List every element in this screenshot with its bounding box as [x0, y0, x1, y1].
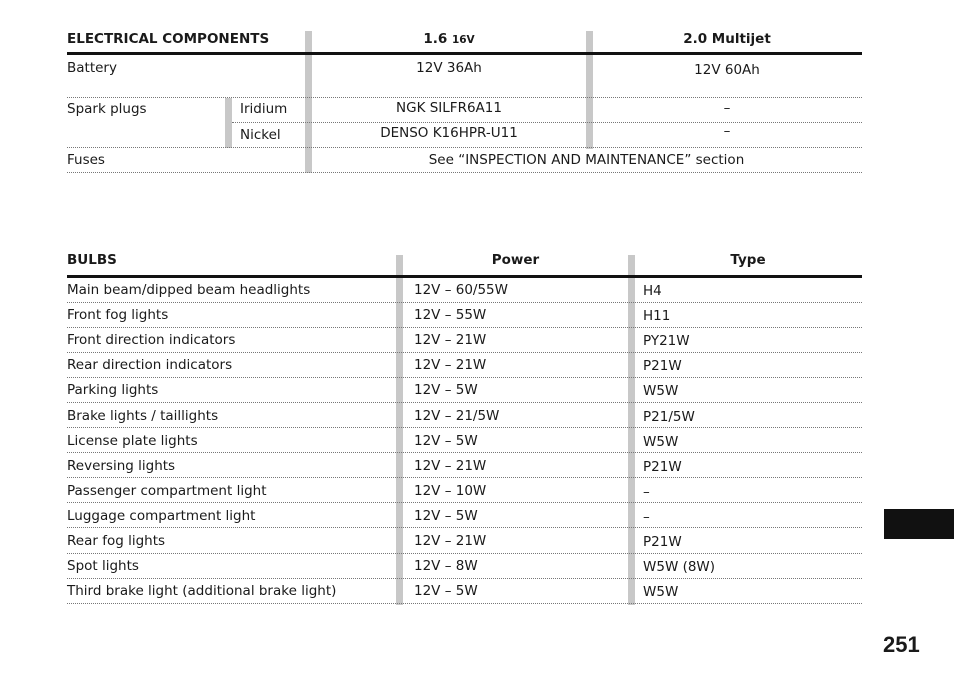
bulb-name: Luggage compartment light [67, 507, 256, 524]
chapter-tab-marker [884, 509, 954, 539]
row-divider [67, 527, 862, 528]
bulb-name: Spot lights [67, 558, 139, 575]
fuses-value: See “INSPECTION AND MAINTENANCE” section [428, 152, 745, 168]
bulb-type: H4 [643, 283, 662, 299]
bulb-name: Passenger compartment light [67, 482, 267, 499]
row-divider [67, 377, 862, 378]
bulb-name: License plate lights [67, 432, 198, 449]
bulbs-header-title: BULBS [67, 252, 117, 268]
bulb-type: P21/5W [643, 408, 695, 425]
electrical-header-col2: 2.0 Multijet [683, 31, 771, 47]
bulb-name: Parking lights [67, 382, 159, 399]
bulb-type: – [643, 483, 650, 500]
bulb-type: W5W [643, 433, 679, 450]
bulb-power: 12V – 21/5W [414, 407, 500, 424]
bulb-type: W5W (8W) [643, 559, 716, 576]
row-divider [67, 302, 862, 303]
row-divider [67, 147, 862, 148]
bulb-type: P21W [643, 534, 682, 550]
bulb-power: 12V – 55W [414, 307, 487, 324]
electrical-header-col1 [312, 31, 586, 47]
engine-valves: 16V [451, 34, 475, 46]
row-divider [67, 327, 862, 328]
row-divider [67, 578, 862, 579]
bulb-type: W5W [643, 383, 679, 400]
bulb-power: 12V – 5W [414, 507, 478, 524]
spark-plug-iridium-label: Iridium [240, 101, 288, 117]
electrical-header-title: ELECTRICAL COMPONENTS [67, 31, 270, 47]
bulb-power: 12V – 21W [414, 357, 487, 374]
column-divider [225, 98, 232, 148]
row-divider [67, 352, 862, 353]
bulb-type: – [643, 508, 650, 525]
bulbs-header-power: Power [491, 252, 540, 268]
bulb-type: W5W [643, 584, 679, 601]
bulb-power: 12V – 21W [414, 457, 487, 474]
bulb-power: 12V – 5W [414, 583, 478, 600]
row-divider [67, 97, 862, 98]
page-number: 251 [883, 632, 920, 657]
engine-displacement: 1.6 [423, 31, 448, 47]
bulb-power: 12V – 5W [414, 432, 478, 449]
bulb-type: PY21W [643, 333, 690, 350]
bulb-power: 12V – 10W [414, 482, 487, 499]
bulb-name: Brake lights / taillights [67, 407, 219, 424]
row-divider [67, 427, 862, 428]
row-divider [67, 452, 862, 453]
spark-plugs-label: Spark plugs [67, 101, 147, 117]
bulb-type: H11 [643, 308, 671, 325]
row-divider [67, 603, 862, 604]
spark-plug-nickel-value-1: DENSO K16HPR-U11 [380, 125, 518, 141]
battery-value-1: 12V 36Ah [416, 60, 482, 76]
row-divider [67, 553, 862, 554]
bulb-power: 12V – 21W [414, 533, 487, 549]
spark-plug-iridium-value-2: – [723, 100, 731, 116]
bulb-name: Reversing lights [67, 457, 176, 474]
bulb-power: 12V – 8W [414, 558, 478, 575]
bulb-power: 12V – 60/55W [414, 282, 508, 298]
bulb-power: 12V – 21W [414, 332, 487, 349]
header-rule [67, 52, 862, 55]
spark-plug-nickel-value-2: – [723, 123, 731, 139]
bulb-name: Front direction indicators [67, 332, 236, 349]
row-divider [67, 477, 862, 478]
bulb-type: P21W [643, 358, 682, 375]
battery-label: Battery [67, 60, 117, 76]
bulb-name: Third brake light (additional brake light) [67, 583, 337, 600]
column-divider [586, 31, 593, 149]
battery-value-2: 12V 60Ah [694, 62, 760, 78]
bulb-type: P21W [643, 458, 682, 475]
row-divider [67, 502, 862, 503]
bulb-name: Rear direction indicators [67, 357, 233, 374]
fuses-label: Fuses [67, 152, 105, 168]
bulbs-header-type: Type [730, 252, 766, 268]
header-rule [67, 275, 862, 278]
row-divider [67, 172, 862, 173]
spark-plug-iridium-value-1: NGK SILFR6A11 [396, 100, 502, 116]
bulb-name: Rear fog lights [67, 533, 166, 549]
bulb-name: Main beam/dipped beam headlights [67, 282, 311, 298]
bulb-power: 12V – 5W [414, 382, 478, 399]
row-divider [67, 402, 862, 403]
bulb-name: Front fog lights [67, 307, 169, 324]
spark-plug-nickel-label: Nickel [240, 127, 281, 143]
